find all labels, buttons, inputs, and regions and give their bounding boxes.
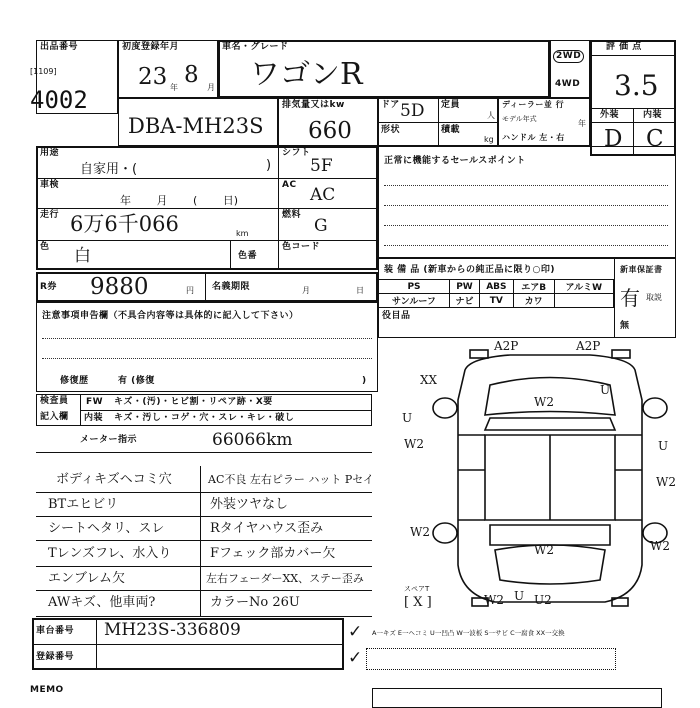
equip-airbag: エアB	[513, 280, 554, 294]
name-change-month: 月	[302, 286, 310, 295]
auction-stamp-area	[366, 648, 616, 670]
lot-label: 出品番号	[40, 42, 79, 52]
warranty-value: 有	[620, 286, 640, 310]
inspector-fw: FW	[86, 397, 104, 407]
recycle-unit: 円	[186, 286, 194, 295]
equip-abs: ABS	[480, 280, 514, 294]
note-left-4: Tレンズフレ、水入り	[48, 546, 172, 561]
memo-label: MEMO	[30, 685, 64, 695]
ac-value: AC	[310, 185, 336, 205]
mark-front-right: A2P	[576, 339, 601, 353]
fuel-label: 燃料	[282, 210, 302, 220]
color-no-label: 色番	[238, 251, 258, 261]
note-right-4: Fフェック部カバー欠	[210, 546, 336, 561]
score-label: 評 価 点	[606, 42, 642, 52]
note-left-6: AWキズ、他車両?	[48, 595, 156, 610]
equip-blank	[554, 294, 613, 308]
sales-points-title: 正常に機能するセールスポイント	[384, 156, 526, 166]
drive-2wd: 2WD	[553, 50, 584, 63]
inspection-text: 年 月 ( 日)	[120, 194, 239, 207]
mark-trunk: W2	[534, 543, 554, 557]
capacity-label: 定員	[441, 100, 461, 110]
check-mark-1: ✓	[348, 622, 363, 642]
inspector-label: 検査員	[40, 396, 69, 406]
equip-alloy: アルミW	[554, 280, 613, 294]
car-damage-diagram	[410, 340, 690, 620]
registration-year: 23	[138, 64, 168, 90]
equipment-title: 装 備 品 (新車からの純正品に限り○印)	[384, 265, 555, 275]
dealer-label: ディーラー並 行	[502, 100, 565, 109]
recycle-row	[36, 272, 378, 302]
inspector-row2-head: 内装	[84, 413, 104, 423]
name-change-day: 日	[356, 286, 364, 295]
equipment-grid	[378, 279, 614, 308]
meter-value: 66066km	[212, 430, 293, 450]
inspector-row1-items: キズ・(汚)・ヒビ割・リペア跡・X要	[114, 397, 273, 407]
name-change-label: 名義期限	[212, 282, 251, 292]
check-mark-2: ✓	[348, 648, 363, 668]
damage-legend: A一キズ E一ヘコミ U一凹凸 W一波板 S一サビ C一腐食 XX一交換	[372, 629, 565, 637]
mark-door-left: W2	[404, 437, 424, 451]
model-year-label: モデル年式	[502, 115, 537, 123]
recycle-value: 9880	[90, 274, 149, 300]
note-left-5: エンブレム欠	[48, 571, 125, 586]
spare-tire-label: スペアT	[404, 585, 430, 593]
registration-number-label: 登録番号	[36, 652, 75, 662]
repair-value: 有 (修復	[118, 376, 155, 386]
shift-label: シフト	[282, 148, 311, 158]
shift-value: 5F	[310, 156, 333, 176]
mark-fender-left: U	[402, 411, 413, 425]
note-right-2: 外装ツヤなし	[210, 497, 289, 512]
inspector-label-2: 記入欄	[40, 412, 69, 422]
note-right-1: AC不良 左右ピラー ハット Pセイ	[208, 473, 374, 486]
warranty-sub: 取説	[646, 293, 662, 302]
mark-fender-right: U	[600, 383, 611, 397]
mark-bumper: XX	[420, 373, 438, 387]
ac-label: AC	[282, 180, 297, 190]
mark-rear-bumper-u: U	[514, 589, 525, 603]
registration-year-unit: 年	[170, 83, 178, 92]
load-unit: kg	[484, 135, 494, 144]
handle-label: ハンドル 左・右	[502, 133, 565, 142]
use-value: 自家用・(	[80, 162, 138, 177]
warranty-label: 新車保証書	[620, 265, 663, 274]
shape-label: 形状	[381, 125, 401, 135]
equip-pw: PW	[449, 280, 479, 294]
meter-label: メーター指示	[80, 435, 138, 445]
equip-leather: カワ	[513, 294, 554, 308]
doors: 5D	[400, 101, 425, 121]
mark-hood: W2	[534, 395, 554, 409]
registration-label: 初度登録年月	[122, 42, 180, 52]
mileage-label: 走行	[40, 210, 60, 220]
use-label: 用途	[40, 148, 60, 158]
interior-label: 内装	[643, 110, 663, 120]
drive-cell	[550, 40, 590, 98]
mark-rear-left: W2	[410, 525, 430, 539]
exterior-label: 外装	[600, 110, 620, 120]
mileage-unit: km	[236, 229, 249, 238]
model-year-unit: 年	[578, 119, 586, 128]
registration-month: 8	[184, 62, 199, 88]
warranty-none: 無	[620, 321, 630, 331]
inspector-row2-items: キズ・汚し・コゲ・穴・スレ・キレ・破し	[114, 413, 295, 423]
equip-tv: TV	[480, 294, 514, 308]
repair-close: )	[362, 376, 367, 386]
displacement-label: 排気量又はkw	[282, 100, 345, 110]
color-label: 色	[40, 242, 50, 252]
mark-rear-bumper-left: W2	[484, 593, 504, 607]
car-name: ワゴンR	[250, 57, 363, 92]
lot-id: [1109]	[30, 67, 57, 76]
interior-grade: C	[646, 126, 664, 152]
spare-tire-value: [ X ]	[404, 595, 432, 610]
equip-ps: PS	[379, 280, 450, 294]
score-value: 3.5	[614, 69, 659, 102]
mark-door-right-u: U	[658, 439, 669, 453]
equip-sunroof: サンルーフ	[379, 294, 450, 308]
mileage-value: 6万6千066	[70, 212, 179, 236]
note-right-6: カラーNo 26U	[210, 595, 300, 610]
equip-navi: ナビ	[449, 294, 479, 308]
mark-rear-right: W2	[650, 539, 670, 553]
inspection-label: 車検	[40, 180, 60, 190]
fuel-value: G	[314, 216, 328, 236]
color-value: 白	[74, 246, 91, 266]
exterior-grade: D	[604, 126, 623, 152]
chassis-value: MH23S-336809	[104, 620, 241, 640]
bottom-stamp-box	[372, 688, 662, 708]
car-name-label: 車名・グレード	[222, 42, 289, 52]
color-code-label: 色コード	[282, 242, 321, 252]
note-left-3: シートヘタリ、スレ	[48, 521, 165, 536]
caution-label: 注意事項申告欄（不具合内容等は具体的に記入して下さい）	[42, 311, 299, 321]
note-right-5: 左右フェーダーXX、ステー歪み	[206, 572, 364, 585]
chassis-label: 車台番号	[36, 626, 75, 636]
load-label: 積載	[441, 125, 461, 135]
note-right-3: Rタイヤハウス歪み	[210, 521, 324, 536]
mark-front-left: A2P	[494, 339, 519, 353]
equipment-notes-label: 役目品	[382, 311, 411, 321]
recycle-label: R券	[40, 282, 57, 292]
mark-rear-bumper-right: U2	[534, 593, 552, 607]
door-label: ドア	[381, 100, 400, 110]
use-close: )	[266, 158, 272, 173]
registration-month-unit: 月	[207, 83, 215, 92]
displacement: 660	[308, 118, 352, 144]
capacity-unit: 人	[487, 111, 495, 120]
note-left-2: BTエヒビリ	[48, 497, 119, 512]
lot-number: 4002	[30, 86, 88, 114]
model-code: DBA-MH23S	[128, 114, 264, 138]
drive-4wd: 4WD	[555, 79, 581, 89]
note-left-1: ボディキズヘコミ穴	[56, 472, 172, 487]
repair-label: 修復歴	[60, 376, 89, 386]
mark-door-right: W2	[656, 475, 676, 489]
